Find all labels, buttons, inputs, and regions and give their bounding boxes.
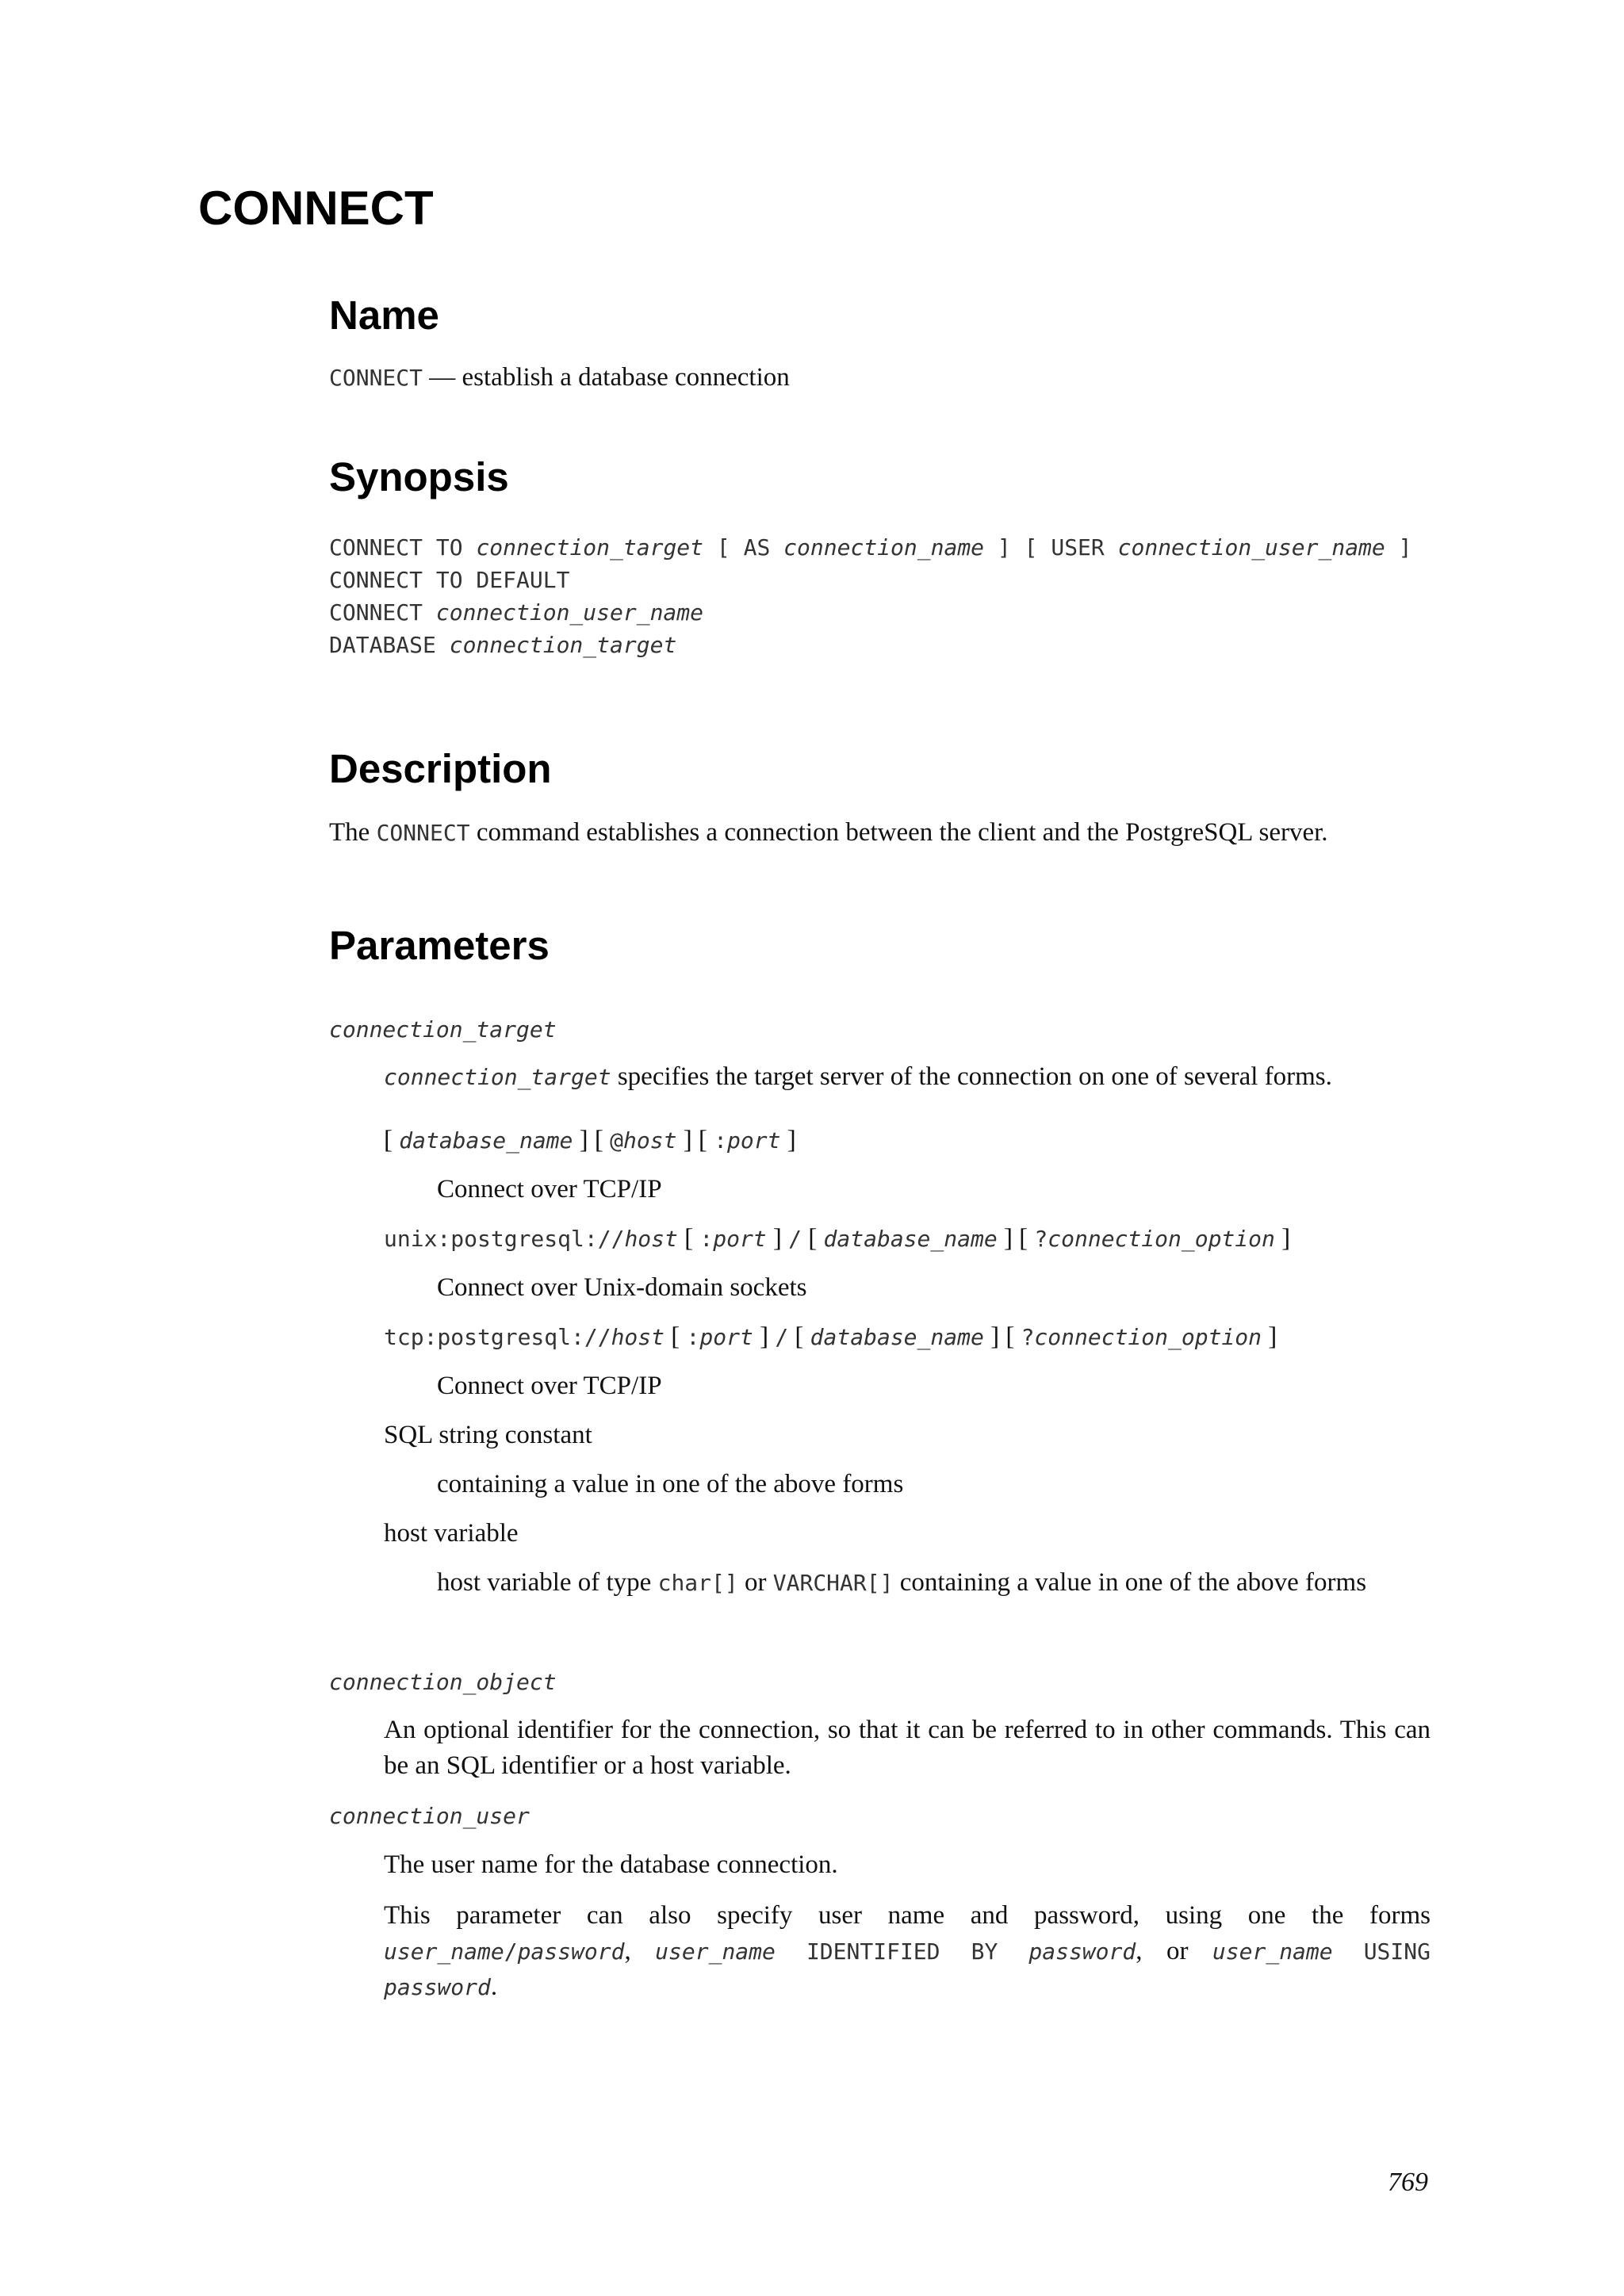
bracket: ] [ [997,1224,1035,1253]
bracket: ] [753,1322,776,1351]
synopsis-text: ] [ USER [984,534,1118,561]
bracket: [ [788,1322,810,1351]
bracket: [ [802,1224,824,1253]
form-desc: Connect over Unix-domain sockets [437,1273,807,1302]
bracket: ] [780,1126,796,1154]
name-command: CONNECT [329,365,423,391]
form-literal: char[] [657,1570,738,1596]
form-variable: port [727,1127,781,1154]
form-literal: / [504,1938,518,1965]
form-desc: Connect over TCP/IP [437,1175,662,1203]
form-term: host variable [384,1519,519,1548]
param-desc-connection-user: The user name for the database connection. [384,1850,838,1879]
description-text-part: command establishes a connection between the client and the PostgreSQL server. [469,818,1328,847]
synopsis-text: DATABASE [329,632,450,658]
form-variable: host [624,1226,678,1252]
page-title: CONNECT [198,182,434,235]
synopsis-variable: connection_user_name [1117,534,1385,561]
synopsis-heading: Synopsis [329,454,509,499]
param-desc-term: connection_target [384,1064,611,1090]
form-literal: @ [610,1127,623,1154]
parameters-heading: Parameters [329,923,550,968]
name-heading: Name [329,293,439,338]
bracket: ] [1274,1224,1291,1253]
param-term-connection-target: connection_target [329,1016,557,1043]
form-literal: tcp:postgresql:// [384,1324,611,1350]
form-literal: USING [1332,1938,1431,1965]
form-variable: host [623,1127,677,1154]
param-term-connection-user: connection_user [329,1803,530,1829]
form-variable: port [713,1226,767,1252]
form-literal: : [714,1127,728,1154]
bracket: ] [ [983,1322,1021,1351]
param-desc-connection-user-forms [384,1898,1431,2005]
name-description: — establish a database connection [423,363,790,392]
page-number: 769 [1388,2168,1428,2197]
form-literal: ? [1034,1226,1048,1252]
form-desc-text: or [737,1568,773,1597]
form-desc: containing a value in one of the above forms [437,1470,904,1498]
synopsis-text: [ AS [703,534,784,561]
form-variable: password [517,1938,625,1965]
synopsis-text: CONNECT TO DEFAULT [329,567,570,593]
param-desc-connection-target [384,1062,1332,1092]
param-desc-text: specifies the target server of the connection on one of several forms. [611,1062,1332,1091]
description-command: CONNECT [376,820,470,846]
description-heading: Description [329,746,552,791]
desc-text: , or [1136,1937,1212,1965]
bracket: [ [384,1126,400,1154]
form-variable: connection_option [1048,1226,1275,1252]
form-literal: : [699,1226,714,1252]
form-variable: database_name [810,1324,984,1350]
form-desc: Connect over TCP/IP [437,1372,662,1400]
form-desc-text: containing a value in one of the above forms [893,1568,1367,1597]
form-variable: user_name [384,1938,504,1965]
form-variable: password [1028,1938,1136,1965]
synopsis-line-4 [329,632,676,658]
synopsis-variable: connection_target [476,534,704,561]
synopsis-text: CONNECT [329,599,436,626]
form-literal: ? [1021,1324,1035,1350]
form-variable: password [384,1974,491,2000]
bracket: ] [ [573,1126,611,1154]
form-literal: unix:postgresql:// [384,1226,625,1252]
bracket: [ [665,1322,687,1351]
form-variable: host [611,1324,665,1350]
form-variable: user_name [1212,1938,1333,1965]
form-variable: database_name [399,1127,573,1154]
bracket: [ [677,1224,700,1253]
bracket: ] [ [676,1126,714,1154]
form-variable: user_name [655,1938,776,1965]
name-line [329,363,790,392]
desc-text: . [490,1973,498,2001]
form-variable: database_name [823,1226,998,1252]
description-text [329,818,1328,848]
param-desc-connection-object: An optional identifier for the connection, so that it can be referred to in other commands. This can be an SQL identifier or a host variable. [384,1716,1431,1780]
param-term-connection-object: connection_object [329,1669,557,1695]
synopsis-line-3 [329,599,703,626]
description-text-part: The [329,818,377,847]
form-literal: / [775,1324,789,1350]
desc-text: This parameter can also specify user name and password, using one the forms [384,1901,1431,1930]
synopsis-line-2 [329,567,569,593]
synopsis-variable: connection_user_name [435,599,704,626]
synopsis-variable: connection_name [783,534,985,561]
synopsis-text: ] [1385,534,1412,561]
bracket: ] [1262,1322,1277,1351]
form-literal: : [686,1324,700,1350]
synopsis-variable: connection_target [449,632,677,658]
synopsis-line-1 [329,534,1412,561]
form-literal: VARCHAR[] [772,1570,894,1596]
form-desc-text: host variable of type [437,1568,658,1597]
form-variable: port [699,1324,753,1350]
bracket: ] [766,1224,789,1253]
form-literal: IDENTIFIED BY [775,1938,1029,1965]
form-literal: / [788,1226,802,1252]
synopsis-text: CONNECT TO [329,534,477,561]
form-term: SQL string constant [384,1421,592,1449]
form-variable: connection_option [1034,1324,1262,1350]
form-tcp [384,1322,1277,1352]
desc-text: , [624,1937,656,1965]
form-desc [437,1568,1366,1598]
form-tcp-short [384,1126,796,1155]
form-unix-socket [384,1224,1290,1253]
